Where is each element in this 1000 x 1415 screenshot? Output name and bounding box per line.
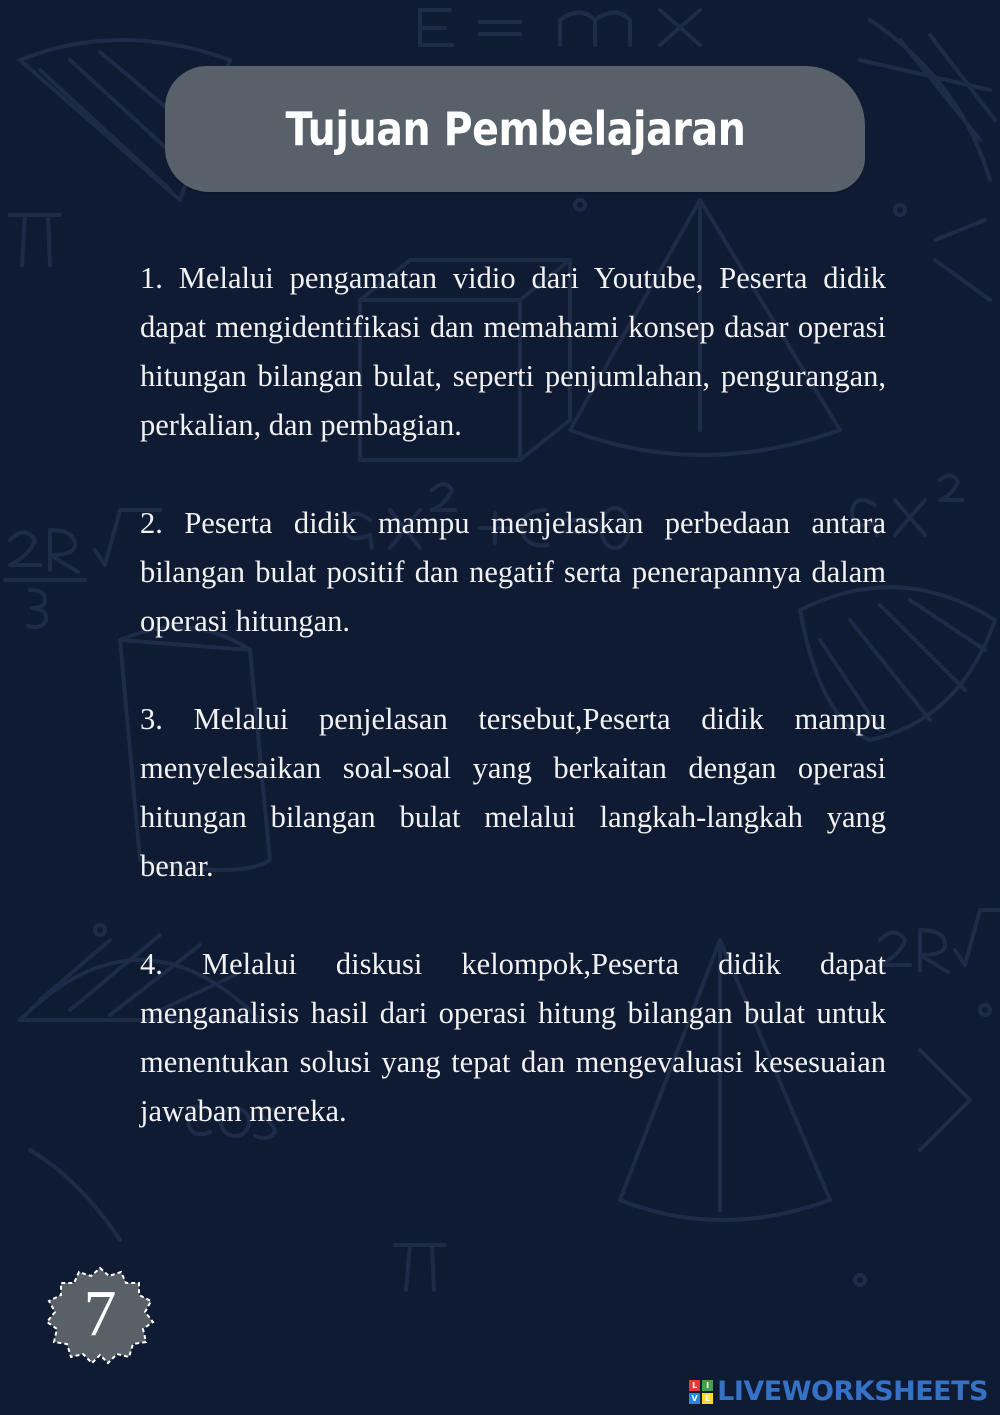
logo-letter-v: V bbox=[689, 1393, 700, 1404]
watermark-text: LIVEWORKSHEETS bbox=[717, 1376, 988, 1407]
page-number: 7 bbox=[83, 1277, 117, 1350]
logo-letter-i: I bbox=[702, 1380, 713, 1391]
goal-item-2: 2. Peserta didik mampu menjelaskan perbedaan antara bilangan bulat positif dan negatif serta penerapannya dalam operasi hitungan. bbox=[140, 506, 886, 638]
liveworksheets-watermark bbox=[689, 1376, 988, 1407]
liveworksheets-logo-icon bbox=[689, 1380, 713, 1404]
page-title: Tujuan Pembelajaran bbox=[284, 102, 746, 156]
goal-item-4: 4. Melalui diskusi kelompok,Peserta didik dapat menganalisis hasil dari operasi hitung bilangan bulat untuk menentukan solusi yang tepat dan mengevaluasi kesesuaian jawaban mereka. bbox=[140, 947, 886, 1128]
logo-letter-l: L bbox=[689, 1380, 700, 1391]
learning-goals-list bbox=[140, 254, 886, 1185]
title-banner bbox=[165, 66, 865, 192]
page-number-badge bbox=[41, 1266, 159, 1366]
goal-item-1: 1. Melalui pengamatan vidio dari Youtube, Peserta didik dapat mengidentifikasi dan memahami konsep dasar operasi hitungan bilangan bulat, seperti penjumlahan, pengurangan, perkalian, dan pembagian. bbox=[140, 261, 886, 442]
logo-letter-e: E bbox=[702, 1393, 713, 1404]
goal-item-3: 3. Melalui penjelasan tersebut,Peserta didik mampu menyelesaikan soal-soal yang berkaitan dengan operasi hitungan bilangan bulat melalui langkah-langkah yang benar. bbox=[140, 702, 886, 883]
